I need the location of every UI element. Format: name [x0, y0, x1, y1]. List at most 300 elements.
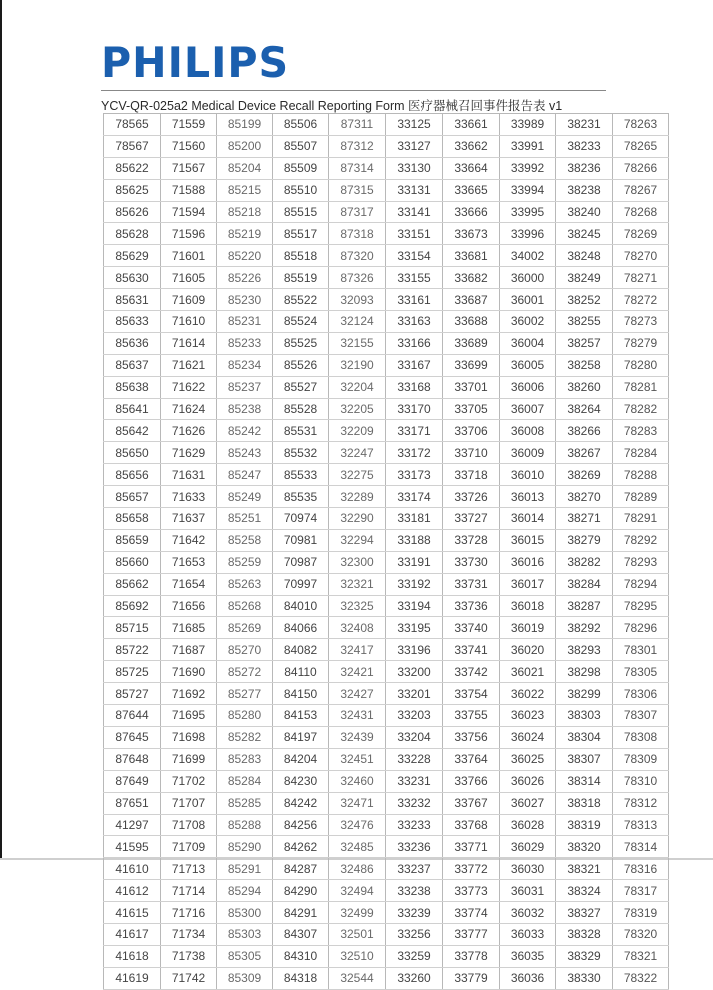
table-cell: 38327: [556, 902, 613, 924]
table-cell: 38248: [556, 245, 613, 267]
table-cell: 85519: [273, 267, 329, 289]
table-cell: 36032: [500, 902, 556, 924]
table-cell: 85509: [273, 157, 329, 179]
table-cell: 32471: [329, 792, 386, 814]
table-cell: 85231: [217, 311, 273, 333]
table-cell: 32204: [329, 376, 386, 398]
table-cell: 38284: [556, 573, 613, 595]
table-cell: 32300: [329, 551, 386, 573]
table-cell: 85662: [104, 573, 161, 595]
table-cell: 38299: [556, 683, 613, 705]
table-cell: 85269: [217, 617, 273, 639]
table-cell: 84310: [273, 945, 329, 967]
table-cell: 38298: [556, 661, 613, 683]
scan-edge-left: [0, 0, 2, 860]
table-cell: 36001: [500, 289, 556, 311]
table-cell: 85528: [273, 398, 329, 420]
table-cell: 32205: [329, 398, 386, 420]
table-row: [104, 814, 669, 836]
table-row: [104, 223, 669, 245]
table-cell: 78267: [613, 179, 669, 201]
table-cell: 33203: [386, 705, 443, 727]
table-cell: 85268: [217, 595, 273, 617]
table-cell: 33706: [443, 420, 500, 442]
table-cell: 78289: [613, 486, 669, 508]
table-cell: 41615: [104, 902, 161, 924]
table-cell: 85526: [273, 354, 329, 376]
table-cell: 85218: [217, 201, 273, 223]
table-cell: 36017: [500, 573, 556, 595]
table-cell: 36029: [500, 836, 556, 858]
table-cell: 32451: [329, 748, 386, 770]
table-cell: 38270: [556, 486, 613, 508]
table-cell: 33232: [386, 792, 443, 814]
table-cell: 36025: [500, 748, 556, 770]
table-cell: 36031: [500, 880, 556, 902]
table-cell: 71698: [161, 726, 217, 748]
table-cell: 38258: [556, 354, 613, 376]
table-cell: 38287: [556, 595, 613, 617]
table-cell: 78314: [613, 836, 669, 858]
table-cell: 85638: [104, 376, 161, 398]
table-cell: 36020: [500, 639, 556, 661]
table-cell: 85270: [217, 639, 273, 661]
table-row: [104, 967, 669, 989]
table-row: [104, 354, 669, 376]
table-cell: 33238: [386, 880, 443, 902]
table-cell: 33741: [443, 639, 500, 661]
table-cell: 33992: [500, 157, 556, 179]
table-cell: 85722: [104, 639, 161, 661]
table-cell: 78319: [613, 902, 669, 924]
table-cell: 78266: [613, 157, 669, 179]
table-cell: 71633: [161, 486, 217, 508]
table-row: [104, 551, 669, 573]
table-cell: 85251: [217, 508, 273, 530]
table-cell: 33742: [443, 661, 500, 683]
table-cell: 78312: [613, 792, 669, 814]
table-cell: 87651: [104, 792, 161, 814]
table-cell: 78283: [613, 420, 669, 442]
table-cell: 33172: [386, 442, 443, 464]
table-cell: 33665: [443, 179, 500, 201]
table-cell: 32431: [329, 705, 386, 727]
table-cell: 71692: [161, 683, 217, 705]
table-cell: 33778: [443, 945, 500, 967]
table-cell: 71594: [161, 201, 217, 223]
table-cell: 78310: [613, 770, 669, 792]
table-cell: 85200: [217, 135, 273, 157]
table-cell: 33661: [443, 114, 500, 136]
form-title: YCV-QR-025a2 Medical Device Recall Reporting Form 医疗器械召回事件报告表 v1: [101, 99, 563, 113]
table-cell: 36013: [500, 486, 556, 508]
table-cell: 36010: [500, 464, 556, 486]
table-cell: 34002: [500, 245, 556, 267]
table-cell: 84082: [273, 639, 329, 661]
table-cell: 87312: [329, 135, 386, 157]
table-cell: 33181: [386, 508, 443, 530]
table-cell: 36021: [500, 661, 556, 683]
table-cell: 38328: [556, 923, 613, 945]
table-cell: 33130: [386, 157, 443, 179]
table-cell: 85272: [217, 661, 273, 683]
table-cell: 85527: [273, 376, 329, 398]
table-cell: 78308: [613, 726, 669, 748]
table-cell: 33989: [500, 114, 556, 136]
table-cell: 33718: [443, 464, 500, 486]
table-cell: 33168: [386, 376, 443, 398]
table-cell: 32439: [329, 726, 386, 748]
table-cell: 38293: [556, 639, 613, 661]
table-cell: 78282: [613, 398, 669, 420]
table-cell: 84150: [273, 683, 329, 705]
table-cell: 36008: [500, 420, 556, 442]
table-row: [104, 923, 669, 945]
table-cell: 32417: [329, 639, 386, 661]
table-cell: 33131: [386, 179, 443, 201]
table-cell: 32408: [329, 617, 386, 639]
table-cell: 41610: [104, 858, 161, 880]
table-cell: 85517: [273, 223, 329, 245]
table-cell: 33773: [443, 880, 500, 902]
table-cell: 32544: [329, 967, 386, 989]
table-row: [104, 705, 669, 727]
table-cell: 32093: [329, 289, 386, 311]
title-divider: [101, 90, 606, 91]
table-cell: 85305: [217, 945, 273, 967]
table-row: [104, 639, 669, 661]
table-cell: 33995: [500, 201, 556, 223]
table-cell: 32289: [329, 486, 386, 508]
table-cell: 38329: [556, 945, 613, 967]
table-cell: 71596: [161, 223, 217, 245]
table-cell: 36000: [500, 267, 556, 289]
table-cell: 71734: [161, 923, 217, 945]
table-row: [104, 289, 669, 311]
table-cell: 87649: [104, 770, 161, 792]
table-cell: 33141: [386, 201, 443, 223]
table-cell: 38319: [556, 814, 613, 836]
table-cell: 85633: [104, 311, 161, 333]
table-row: [104, 945, 669, 967]
table-cell: 84242: [273, 792, 329, 814]
table-cell: 78269: [613, 223, 669, 245]
table-row: [104, 880, 669, 902]
table-cell: 85234: [217, 354, 273, 376]
table-cell: 41618: [104, 945, 161, 967]
table-row: [104, 770, 669, 792]
table-cell: 33154: [386, 245, 443, 267]
table-cell: 85226: [217, 267, 273, 289]
table-cell: 71690: [161, 661, 217, 683]
table-cell: 33726: [443, 486, 500, 508]
table-cell: 38257: [556, 332, 613, 354]
table-row: [104, 726, 669, 748]
table-cell: 36005: [500, 354, 556, 376]
table-cell: 87645: [104, 726, 161, 748]
table-cell: 33233: [386, 814, 443, 836]
table-cell: 78309: [613, 748, 669, 770]
table-cell: 78273: [613, 311, 669, 333]
table-cell: 33754: [443, 683, 500, 705]
table-cell: 33756: [443, 726, 500, 748]
table-row: [104, 617, 669, 639]
table-cell: 85290: [217, 836, 273, 858]
table-cell: 85249: [217, 486, 273, 508]
table-cell: 36015: [500, 529, 556, 551]
table-cell: 33664: [443, 157, 500, 179]
table-row: [104, 464, 669, 486]
table-cell: 78294: [613, 573, 669, 595]
table-cell: 71709: [161, 836, 217, 858]
table-cell: 32155: [329, 332, 386, 354]
table-cell: 33689: [443, 332, 500, 354]
table-cell: 78284: [613, 442, 669, 464]
table-cell: 84230: [273, 770, 329, 792]
table-cell: 85657: [104, 486, 161, 508]
table-cell: 33701: [443, 376, 500, 398]
table-cell: 78295: [613, 595, 669, 617]
table-cell: 36022: [500, 683, 556, 705]
table-cell: 36035: [500, 945, 556, 967]
recall-number-table: [103, 113, 669, 990]
table-cell: 38267: [556, 442, 613, 464]
table-cell: 71738: [161, 945, 217, 967]
table-cell: 78265: [613, 135, 669, 157]
table-cell: 33188: [386, 529, 443, 551]
table-cell: 85294: [217, 880, 273, 902]
table-cell: 78322: [613, 967, 669, 989]
table-cell: 71601: [161, 245, 217, 267]
table-cell: 38255: [556, 311, 613, 333]
table-cell: 84153: [273, 705, 329, 727]
table-cell: 85630: [104, 267, 161, 289]
table-cell: 71713: [161, 858, 217, 880]
table-cell: 33231: [386, 770, 443, 792]
table-row: [104, 792, 669, 814]
table-cell: 85242: [217, 420, 273, 442]
table-row: [104, 508, 669, 530]
table-cell: 85280: [217, 705, 273, 727]
table-cell: 32290: [329, 508, 386, 530]
table-cell: 78288: [613, 464, 669, 486]
table-row: [104, 245, 669, 267]
table-cell: 32510: [329, 945, 386, 967]
table-cell: 38318: [556, 792, 613, 814]
table-cell: 33764: [443, 748, 500, 770]
table-cell: 33239: [386, 902, 443, 924]
table-cell: 84287: [273, 858, 329, 880]
table-cell: 85507: [273, 135, 329, 157]
table-cell: 71685: [161, 617, 217, 639]
table-cell: 38260: [556, 376, 613, 398]
table-cell: 78280: [613, 354, 669, 376]
table-cell: 85641: [104, 398, 161, 420]
table-cell: 33171: [386, 420, 443, 442]
table-cell: 84262: [273, 836, 329, 858]
table-cell: 33688: [443, 311, 500, 333]
table-cell: 33259: [386, 945, 443, 967]
table-cell: 87318: [329, 223, 386, 245]
table-cell: 38314: [556, 770, 613, 792]
table-cell: 33991: [500, 135, 556, 157]
table-cell: 85215: [217, 179, 273, 201]
table-cell: 33163: [386, 311, 443, 333]
table-cell: 78296: [613, 617, 669, 639]
table-cell: 85725: [104, 661, 161, 683]
table-cell: 85291: [217, 858, 273, 880]
table-cell: 71559: [161, 114, 217, 136]
table-cell: 33195: [386, 617, 443, 639]
table-cell: 32247: [329, 442, 386, 464]
table-cell: 85515: [273, 201, 329, 223]
table-cell: 33236: [386, 836, 443, 858]
table-cell: 71654: [161, 573, 217, 595]
table-cell: 85288: [217, 814, 273, 836]
table-cell: 36004: [500, 332, 556, 354]
table-cell: 85199: [217, 114, 273, 136]
table-row: [104, 902, 669, 924]
table-cell: 33768: [443, 814, 500, 836]
table-cell: 33767: [443, 792, 500, 814]
table-cell: 85715: [104, 617, 161, 639]
table-cell: 78317: [613, 880, 669, 902]
table-row: [104, 748, 669, 770]
table-cell: 71624: [161, 398, 217, 420]
table-cell: 85284: [217, 770, 273, 792]
table-cell: 85237: [217, 376, 273, 398]
table-cell: 85220: [217, 245, 273, 267]
table-cell: 78306: [613, 683, 669, 705]
table-cell: 32321: [329, 573, 386, 595]
table-row: [104, 420, 669, 442]
table-cell: 33228: [386, 748, 443, 770]
table-cell: 85692: [104, 595, 161, 617]
table-cell: 36026: [500, 770, 556, 792]
table-cell: 70987: [273, 551, 329, 573]
table-cell: 71567: [161, 157, 217, 179]
table-cell: 85522: [273, 289, 329, 311]
table-cell: 85230: [217, 289, 273, 311]
table-cell: 84204: [273, 748, 329, 770]
table-cell: 85637: [104, 354, 161, 376]
table-cell: 33127: [386, 135, 443, 157]
table-cell: 33200: [386, 661, 443, 683]
table-cell: 87311: [329, 114, 386, 136]
table-cell: 33728: [443, 529, 500, 551]
table-cell: 33237: [386, 858, 443, 880]
table-cell: 38271: [556, 508, 613, 530]
table-cell: 33666: [443, 201, 500, 223]
table-cell: 78271: [613, 267, 669, 289]
table-cell: 38282: [556, 551, 613, 573]
table-cell: 33191: [386, 551, 443, 573]
table-cell: 33772: [443, 858, 500, 880]
table-cell: 78567: [104, 135, 161, 157]
table-row: [104, 858, 669, 880]
table-cell: 71588: [161, 179, 217, 201]
table-cell: 78268: [613, 201, 669, 223]
table-cell: 33170: [386, 398, 443, 420]
table-cell: 85532: [273, 442, 329, 464]
table-cell: 85233: [217, 332, 273, 354]
table-cell: 85277: [217, 683, 273, 705]
table-cell: 85642: [104, 420, 161, 442]
table-cell: 33167: [386, 354, 443, 376]
table-row: [104, 135, 669, 157]
table-cell: 71707: [161, 792, 217, 814]
table-cell: 78272: [613, 289, 669, 311]
table-cell: 38266: [556, 420, 613, 442]
table-cell: 36014: [500, 508, 556, 530]
recall-table-container: [103, 113, 669, 990]
table-cell: 85219: [217, 223, 273, 245]
table-row: [104, 201, 669, 223]
table-cell: 71695: [161, 705, 217, 727]
table-cell: 85282: [217, 726, 273, 748]
table-cell: 71699: [161, 748, 217, 770]
table-cell: 84066: [273, 617, 329, 639]
table-cell: 36018: [500, 595, 556, 617]
table-cell: 32460: [329, 770, 386, 792]
table-cell: 38231: [556, 114, 613, 136]
table-cell: 84256: [273, 814, 329, 836]
table-cell: 33731: [443, 573, 500, 595]
table-cell: 33125: [386, 114, 443, 136]
table-cell: 36028: [500, 814, 556, 836]
table-cell: 84010: [273, 595, 329, 617]
table-cell: 41619: [104, 967, 161, 989]
table-cell: 78301: [613, 639, 669, 661]
table-cell: 71629: [161, 442, 217, 464]
table-cell: 33256: [386, 923, 443, 945]
table-cell: 32499: [329, 902, 386, 924]
table-cell: 38249: [556, 267, 613, 289]
table-row: [104, 376, 669, 398]
table-cell: 36002: [500, 311, 556, 333]
table-row: [104, 836, 669, 858]
table-cell: 85659: [104, 529, 161, 551]
table-cell: 85204: [217, 157, 273, 179]
table-cell: 85658: [104, 508, 161, 530]
table-cell: 85300: [217, 902, 273, 924]
table-cell: 71714: [161, 880, 217, 902]
table-cell: 33204: [386, 726, 443, 748]
table-cell: 41617: [104, 923, 161, 945]
table-cell: 85660: [104, 551, 161, 573]
table-row: [104, 398, 669, 420]
table-cell: 71687: [161, 639, 217, 661]
table-cell: 87314: [329, 157, 386, 179]
table-cell: 78565: [104, 114, 161, 136]
table-cell: 87315: [329, 179, 386, 201]
table-cell: 78281: [613, 376, 669, 398]
table-cell: 85626: [104, 201, 161, 223]
table-cell: 71621: [161, 354, 217, 376]
table-cell: 71642: [161, 529, 217, 551]
table-cell: 71610: [161, 311, 217, 333]
table-cell: 85524: [273, 311, 329, 333]
table-cell: 32421: [329, 661, 386, 683]
table-cell: 85518: [273, 245, 329, 267]
table-cell: 38320: [556, 836, 613, 858]
table-cell: 33194: [386, 595, 443, 617]
table-cell: 84318: [273, 967, 329, 989]
table-cell: 36016: [500, 551, 556, 573]
table-cell: 87648: [104, 748, 161, 770]
table-cell: 71637: [161, 508, 217, 530]
table-row: [104, 311, 669, 333]
